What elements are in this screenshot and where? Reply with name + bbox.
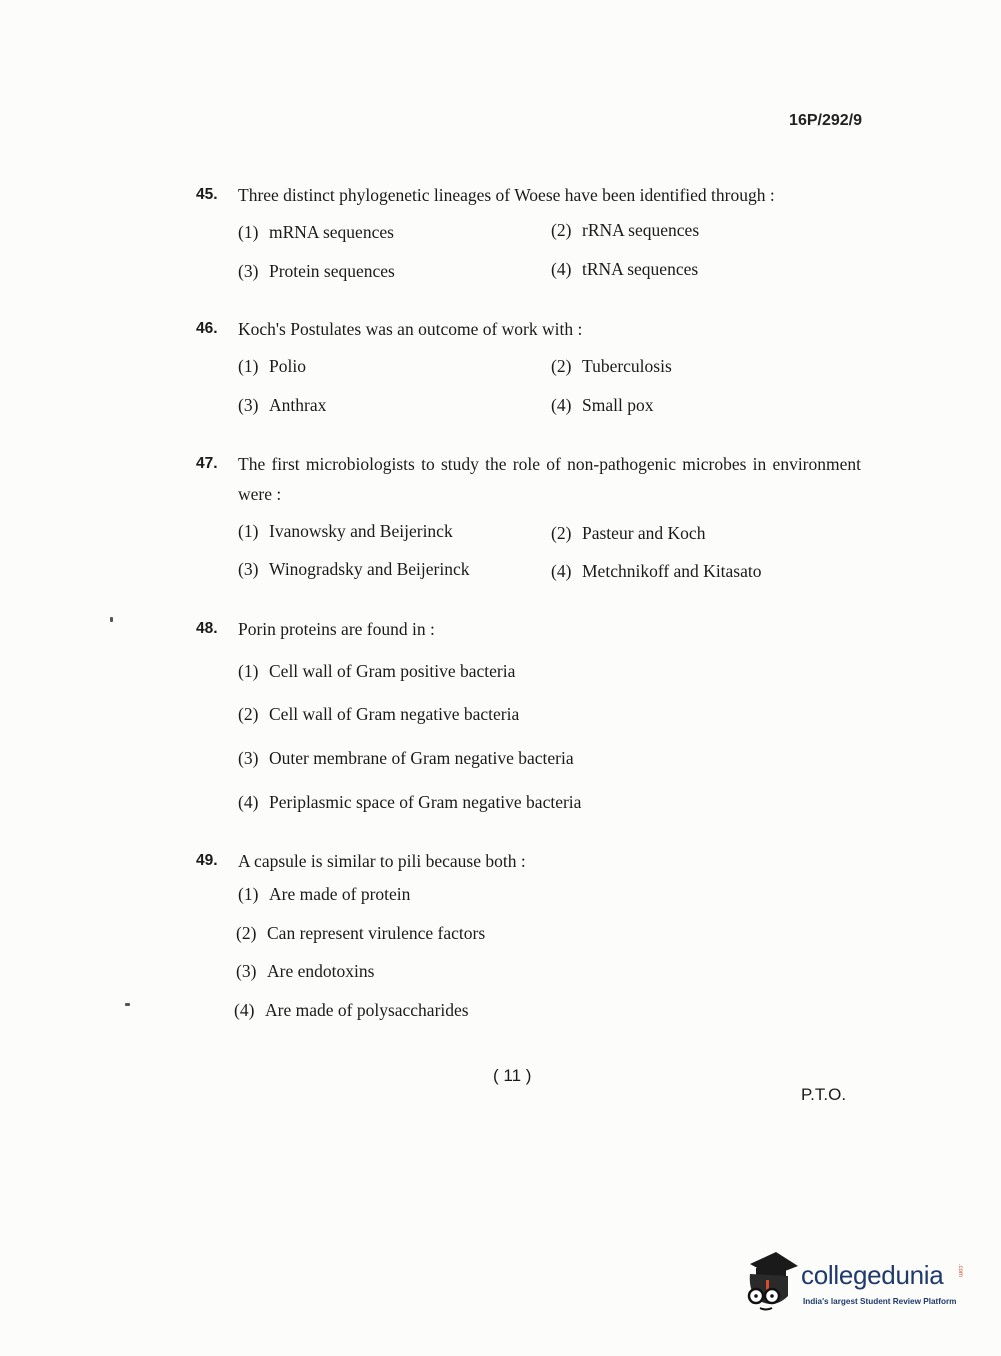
scan-speck <box>125 1003 130 1006</box>
option: (1) Cell wall of Gram positive bacteria <box>238 661 516 681</box>
question-text: Three distinct phylogenetic lineages of Woese have been identified through : <box>238 185 775 205</box>
option: (4) Are made of polysaccharides <box>234 1000 469 1020</box>
logo-tagline: India's largest Student Review Platform <box>803 1297 957 1306</box>
option: (3) Winogradsky and Beijerinck <box>238 559 470 579</box>
option: (1) Are made of protein <box>238 884 411 904</box>
question-text: A capsule is similar to pili because both : <box>238 851 526 871</box>
option: (2) Tuberculosis <box>551 356 672 376</box>
option: (3) Anthrax <box>238 395 327 415</box>
option: (1) Ivanowsky and Beijerinck <box>238 521 453 541</box>
logo-wordmark: collegedunia <box>801 1260 944 1290</box>
mascot-icon <box>742 1250 800 1312</box>
question-text: Porin proteins are found in : <box>238 619 435 639</box>
option: (3) Are endotoxins <box>236 961 375 981</box>
question-number: 45. <box>196 186 218 203</box>
question-46 <box>196 314 861 424</box>
logo-suffix: .com <box>957 1264 963 1278</box>
option: (1) mRNA sequences <box>238 222 394 242</box>
option: (3) Outer membrane of Gram negative bacteria <box>238 748 574 768</box>
question-45 <box>196 180 861 290</box>
question-number: 49. <box>196 852 218 869</box>
question-49 <box>196 846 861 1036</box>
question-text: Koch's Postulates was an outcome of work with : <box>238 319 583 339</box>
pto-label: P.T.O. <box>801 1085 847 1104</box>
option: (4) tRNA sequences <box>551 259 699 279</box>
question-text: The first microbiologists to study the role of non-pathogenic microbes in environment were : <box>238 454 861 504</box>
option: (1) Polio <box>238 356 306 376</box>
paper-code: 16P/292/9 <box>789 112 862 129</box>
scan-speck <box>110 617 113 622</box>
option: (3) Protein sequences <box>238 261 395 281</box>
option: (2) Can represent virulence factors <box>236 923 486 943</box>
question-number: 48. <box>196 620 218 637</box>
question-48 <box>196 614 861 824</box>
option: (2) rRNA sequences <box>551 220 700 240</box>
page-number: ( 11 ) <box>493 1066 532 1085</box>
question-number: 46. <box>196 320 218 337</box>
option: (2) Cell wall of Gram negative bacteria <box>238 704 520 724</box>
option: (4) Periplasmic space of Gram negative bacteria <box>238 792 582 812</box>
option: (2) Pasteur and Koch <box>551 523 706 543</box>
question-47 <box>196 449 861 589</box>
collegedunia-logo[interactable] <box>742 1250 972 1320</box>
question-number: 47. <box>196 455 218 472</box>
option: (4) Metchnikoff and Kitasato <box>551 561 762 581</box>
option: (4) Small pox <box>551 395 654 415</box>
